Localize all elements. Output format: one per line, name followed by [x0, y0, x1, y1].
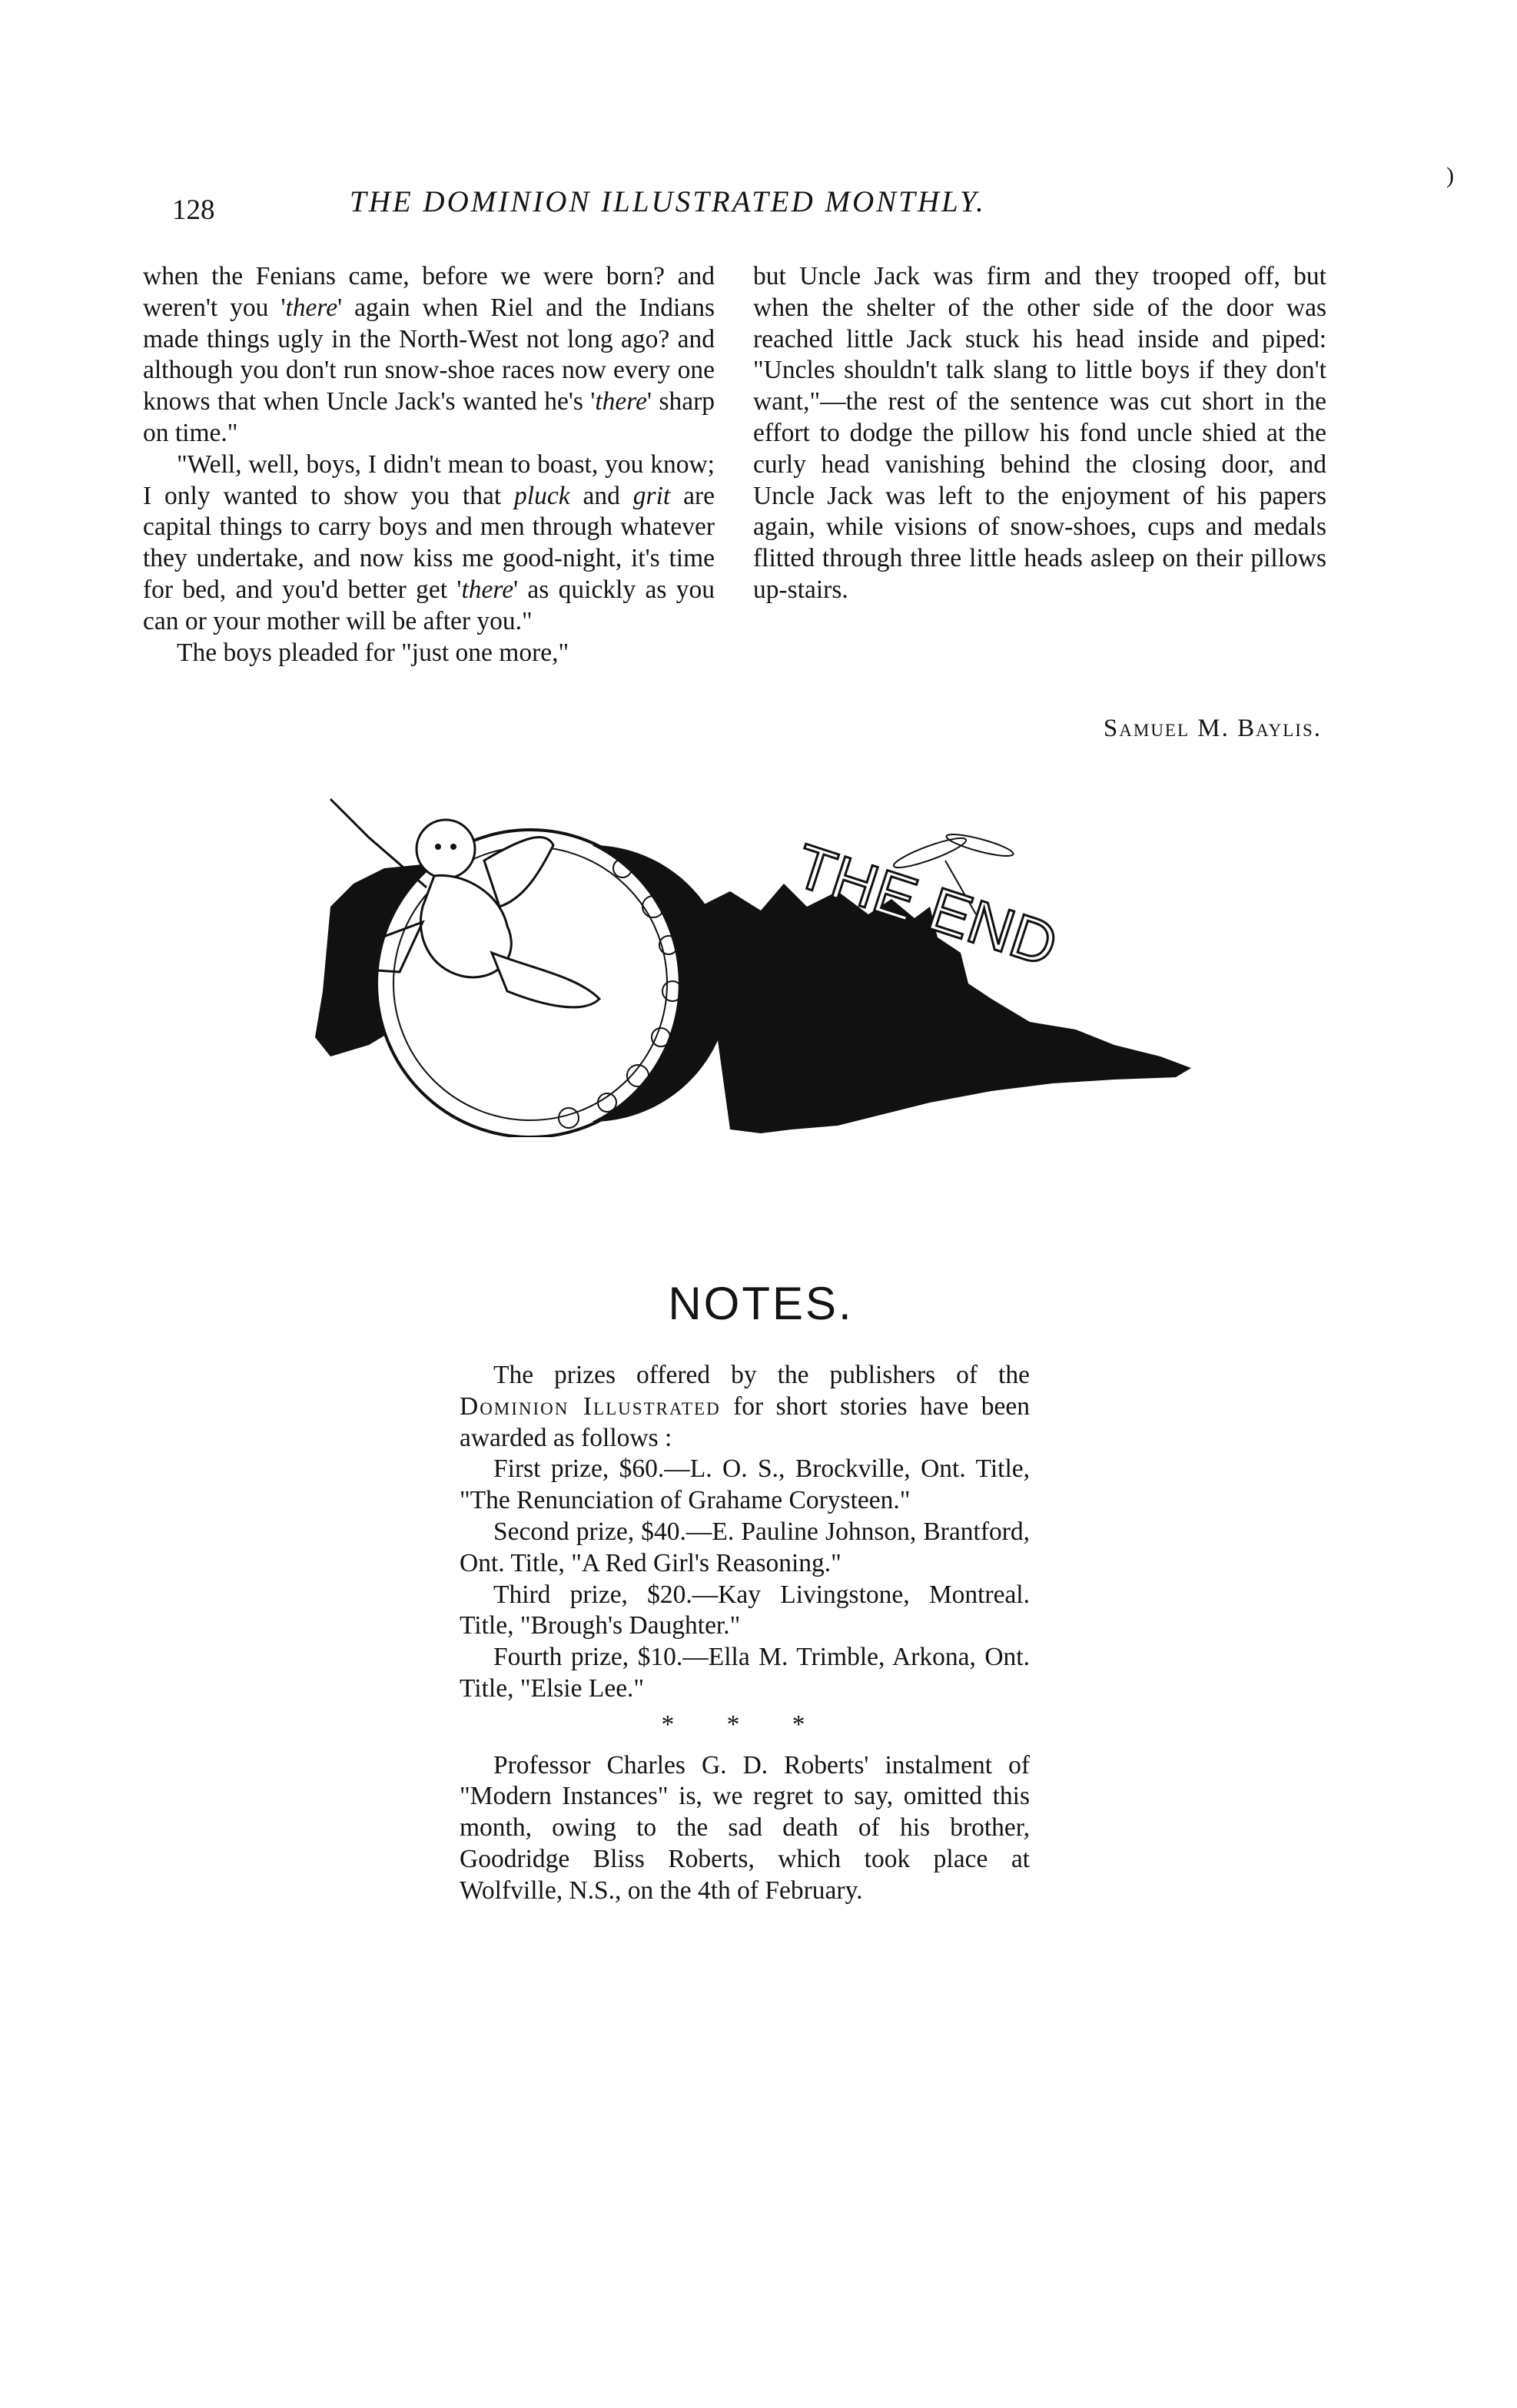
text-run: "Well, well, boys, I didn't mean to boast, you know; I only wanted to show you that — [143, 449, 715, 510]
text-run: ' as quickly as you can or your mother will be after you." — [143, 575, 715, 635]
text-run: and — [569, 481, 633, 510]
italic-run: there — [285, 293, 338, 322]
prize-second: Second prize, $40.—E. Pauline Johnson, Brantford, Ont. Title, "A Red Girl's Reasoning." — [460, 1517, 1030, 1577]
prize-third: Third prize, $20.—Kay Livingstone, Montreal. Title, "Brough's Daughter." — [460, 1580, 1030, 1640]
italic-run: there — [595, 387, 647, 416]
the-end-lettering: THE END — [787, 831, 1066, 980]
italic-run: grit — [632, 481, 671, 510]
story-paragraph: but Uncle Jack was firm and they trooped off, but when the shelter of the other side of the door was reached little Jack stuck his head inside and piped: "Uncles shouldn't talk slang to little boys if they don't want,"—the rest of the sentence was cut short in the effort to dodge the pillow his fond uncle shied at the curly head vanishing behind the closing door, and Uncle Jack was left to the enjoyment of his papers again, while visions of snow-shoes, cups and medals flitted through three little heads asleep on their pillows up-stairs. — [753, 262, 1326, 604]
story-paragraph: The boys pleaded for "just one more," — [177, 638, 569, 667]
text-run: ' sharp on time." — [143, 387, 715, 447]
cherub-eye — [435, 844, 441, 850]
the-end-ornament — [300, 791, 1214, 1137]
notes-intro — [460, 1360, 1030, 1454]
margin-mark: ) — [1446, 163, 1454, 188]
text-run: when the Fenians came, before we were born? and weren't you ' — [143, 262, 715, 322]
text-run: ' again when Riel and the Indians made things ugly in the North-West not long ago? and although you don't run snow-shoe races now every one knows that when Uncle Jack's wanted he's ' — [143, 293, 715, 416]
notes-body — [460, 1360, 1030, 1907]
story-paragraph — [143, 261, 715, 449]
section-separator: * * * — [661, 1710, 828, 1739]
story-left-column — [143, 261, 715, 668]
running-title: THE DOMINION ILLUSTRATED MONTHLY. — [350, 185, 986, 218]
prize-first: First prize, $60.—L. O. S., Brockville, Ont. Title, "The Renunciation of Grahame Corysteen." — [460, 1454, 1030, 1515]
italic-run: there — [461, 575, 514, 604]
author-signature: Samuel M. Baylis. — [1103, 715, 1322, 742]
italic-run: pluck — [514, 481, 570, 510]
text-run: The prizes offered by the publishers of the — [493, 1361, 1030, 1389]
story-paragraph — [143, 449, 715, 638]
text-run: are capital things to carry boys and men through whatever they undertake, and now kiss me good-night, it's time for bed, and you'd better get ' — [143, 481, 715, 604]
publication-name: Dominion Illustrated — [460, 1391, 721, 1421]
cherub-eye — [450, 844, 456, 850]
text-run: for short stories have been awarded as follows : — [460, 1391, 1030, 1452]
prize-fourth: Fourth prize, $10.—Ella M. Trimble, Arkona, Ont. Title, "Elsie Lee." — [460, 1643, 1030, 1703]
roberts-note: Professor Charles G. D. Roberts' instalment of "Modern Instances" is, we regret to say, omitted this month, owing to the sad death of his brother, Goodridge Bliss Roberts, which took place at Wolfville, N.S., on the 4th of February. — [460, 1750, 1030, 1905]
story-right-column — [753, 261, 1326, 606]
notes-heading: NOTES. — [668, 1278, 854, 1329]
page-number: 128 — [172, 194, 215, 226]
